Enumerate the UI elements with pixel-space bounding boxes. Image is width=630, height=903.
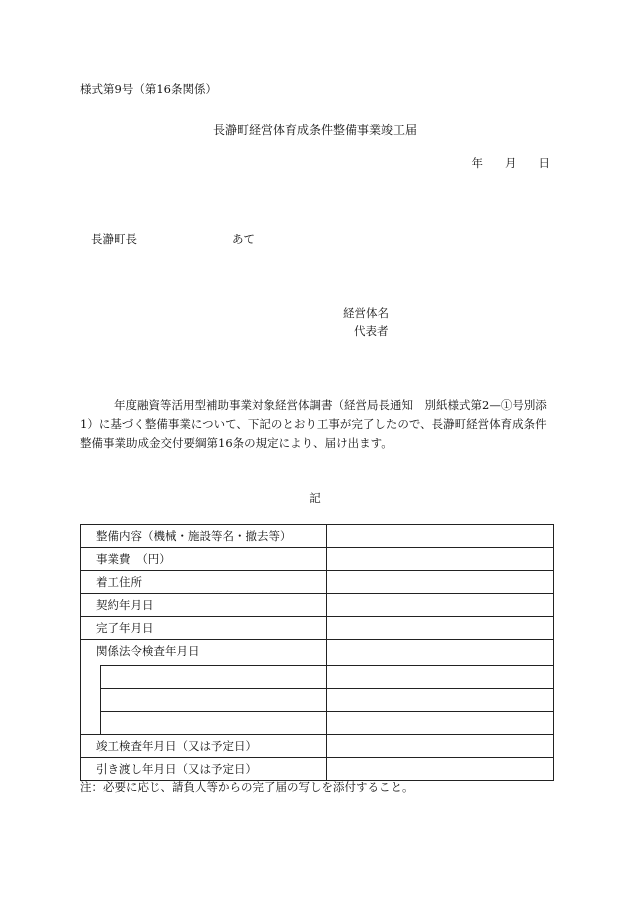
sub-label-cell[interactable] <box>101 712 327 735</box>
sub-value-cell[interactable] <box>327 689 554 712</box>
table-row <box>81 594 554 617</box>
row-label-handover-date: 引き渡し年月日（又は予定日） <box>81 758 327 781</box>
row-label-cost: 事業費 （円） <box>81 548 327 571</box>
addressee-suffix: あて <box>232 232 255 246</box>
row-label-final-inspection: 竣工検査年月日（又は予定日） <box>81 735 327 758</box>
table-row <box>81 525 554 548</box>
value-cell-handover-date[interactable] <box>327 758 554 781</box>
table-subrow <box>81 689 554 712</box>
sub-value-cell[interactable] <box>327 712 554 735</box>
table-row <box>81 640 554 666</box>
completion-table <box>80 524 554 781</box>
value-cell-address[interactable] <box>327 571 554 594</box>
table-subrow <box>81 666 554 689</box>
table-row <box>81 548 554 571</box>
indent-cell <box>81 666 101 689</box>
ki-heading: 記 <box>309 491 321 505</box>
value-cell-final-inspection[interactable] <box>327 735 554 758</box>
entity-name-label: 経営体名 <box>343 306 389 320</box>
date-line <box>472 155 551 171</box>
value-cell-content[interactable] <box>327 525 554 548</box>
document-title: 長瀞町経営体育成条件整備事業竣工届 <box>212 123 417 137</box>
row-label-inspection-date: 関係法令検査年月日 <box>81 640 327 666</box>
table-row <box>81 758 554 781</box>
table-subrow <box>81 712 554 735</box>
indent-cell <box>81 689 101 712</box>
representative-label: 代表者 <box>354 324 389 338</box>
row-label-contract-date: 契約年月日 <box>81 594 327 617</box>
body-paragraph: 年度融資等活用型補助事業対象経営体調書（経営局長通知 別紙様式第2—①号別添1）に基づく整備事業について、下記のとおり工事が完了したので、長瀞町経営体育成条件整備事業助成金交付要綱第16条の規定により、届け出ます。 <box>80 398 547 450</box>
value-cell-inspection-date[interactable] <box>327 640 554 666</box>
footnote: 注：必要に応じ、請負人等からの完了届の写しを添付すること。 <box>80 780 414 794</box>
row-label-content: 整備内容（機械・施設等名・撤去等） <box>81 525 327 548</box>
form-number: 様式第9号（第16条関係） <box>80 82 217 96</box>
sub-label-cell[interactable] <box>101 689 327 712</box>
sub-value-cell[interactable] <box>327 666 554 689</box>
sub-label-cell[interactable] <box>101 666 327 689</box>
row-label-completion-date: 完了年月日 <box>81 617 327 640</box>
date-month-label: 月 <box>505 156 517 170</box>
table-row <box>81 617 554 640</box>
table-row <box>81 571 554 594</box>
row-label-address: 着工住所 <box>81 571 327 594</box>
date-year-label: 年 <box>471 156 483 170</box>
addressee-name: 長瀞町長 <box>91 232 137 246</box>
value-cell-cost[interactable] <box>327 548 554 571</box>
table-row <box>81 735 554 758</box>
date-day-label: 日 <box>538 156 550 170</box>
indent-cell <box>81 712 101 735</box>
value-cell-contract-date[interactable] <box>327 594 554 617</box>
value-cell-completion-date[interactable] <box>327 617 554 640</box>
